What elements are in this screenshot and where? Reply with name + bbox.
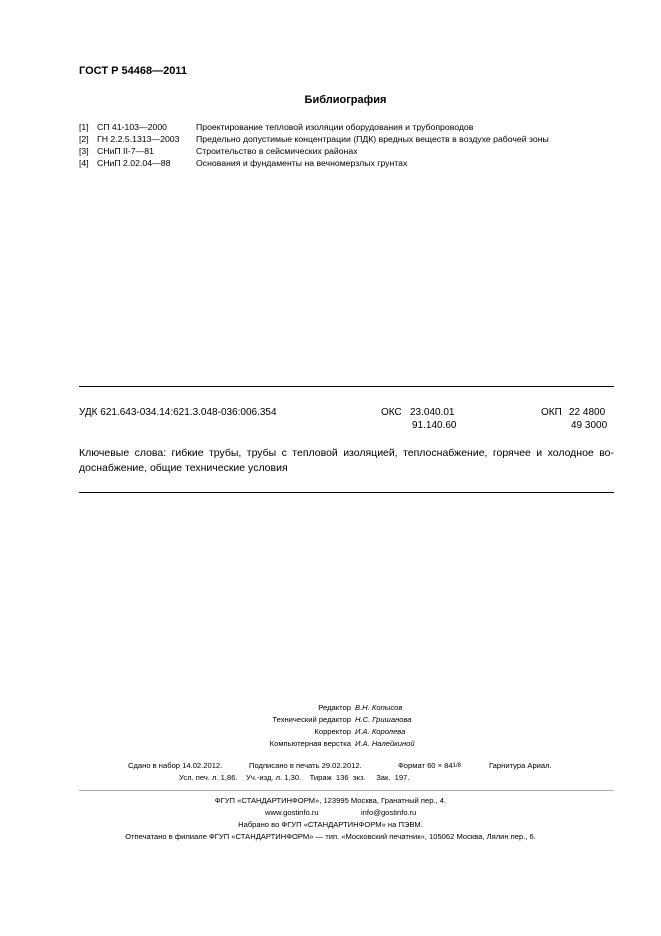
print-signed-date: Подписано в печать 29.02.2012. — [249, 761, 362, 770]
ref-number: [2] — [79, 134, 89, 144]
printed-info: Отпечатано в филиале ФГУП «СТАНДАРТИНФОРМ» — тип. «Московский печатник», 105062 Москва, Лялин пер., 6. — [125, 832, 536, 841]
ref-code: СНиП 2.02.04—88 — [97, 158, 171, 168]
oks-code-2: 91.140.60 — [412, 420, 457, 431]
ref-number: [4] — [79, 158, 89, 168]
keywords: Ключевые слова: гибкие трубы, трубы с тепловой изоляцией, теплоснабжение, горячее и холодное во-доснабжение, общие технические условия — [79, 447, 614, 474]
print-volume: Усл. печ. л. 1,86. Уч.-изд. л. 1,30. Тираж 136 экз. Зак. 197. — [179, 773, 410, 782]
bibliography-title: Библиография — [304, 94, 387, 106]
publisher-email: info@gostinfo.ru — [361, 808, 417, 817]
credit-name: И.А. Королева — [355, 727, 406, 736]
ref-title: Строительство в сейсмических районах — [196, 146, 358, 156]
ref-number: [3] — [79, 146, 89, 156]
ref-title: Предельно допустимые концентрации (ПДК) вредных веществ в воздухе рабочей зоны — [196, 134, 549, 144]
print-set-date: Сдано в набор 14.02.2012. — [128, 761, 223, 770]
divider-bottom — [79, 492, 614, 493]
udk-code: УДК 621.643-034.14:621.3.048-036:006.354 — [79, 407, 277, 418]
credit-name: В.Н. Копысов — [355, 703, 403, 712]
credit-name: Н.С. Гришанова — [355, 715, 412, 724]
divider-footer — [79, 790, 614, 791]
ref-number: [1] — [79, 122, 89, 132]
okp-code-1: 22 4800 — [569, 407, 606, 418]
publisher-address: ФГУП «СТАНДАРТИНФОРМ», 123995 Москва, Гранатный пер., 4. — [214, 796, 447, 805]
oks-label: ОКС — [381, 407, 402, 418]
oks-code-1: 23.040.01 — [410, 407, 455, 418]
divider-top — [79, 386, 614, 387]
okp-label: ОКП — [541, 407, 562, 418]
print-format: Формат 60 × 841/8 — [398, 761, 461, 770]
credit-name: И.А. Налейкиной — [355, 739, 415, 748]
print-typeface: Гарнитура Ариал. — [489, 761, 552, 770]
ref-title: Основания и фундаменты на вечномерзлых грунтах — [196, 158, 408, 168]
typeset-info: Набрано во ФГУП «СТАНДАРТИНФОРМ» на ПЭВМ. — [238, 820, 423, 829]
ref-code: СНиП II-7—81 — [97, 146, 154, 156]
ref-code: ГН 2.2.5.1313—2003 — [97, 134, 180, 144]
format-fraction: 1/8 — [452, 763, 461, 769]
publisher-site: www.gostinfo.ru — [265, 808, 319, 817]
ref-code: СП 41-103—2000 — [97, 122, 167, 132]
document-code: ГОСТ Р 54468—2011 — [79, 65, 187, 77]
okp-code-2: 49 3000 — [571, 420, 608, 431]
ref-title: Проектирование тепловой изоляции оборудования и трубопроводов — [196, 122, 474, 132]
